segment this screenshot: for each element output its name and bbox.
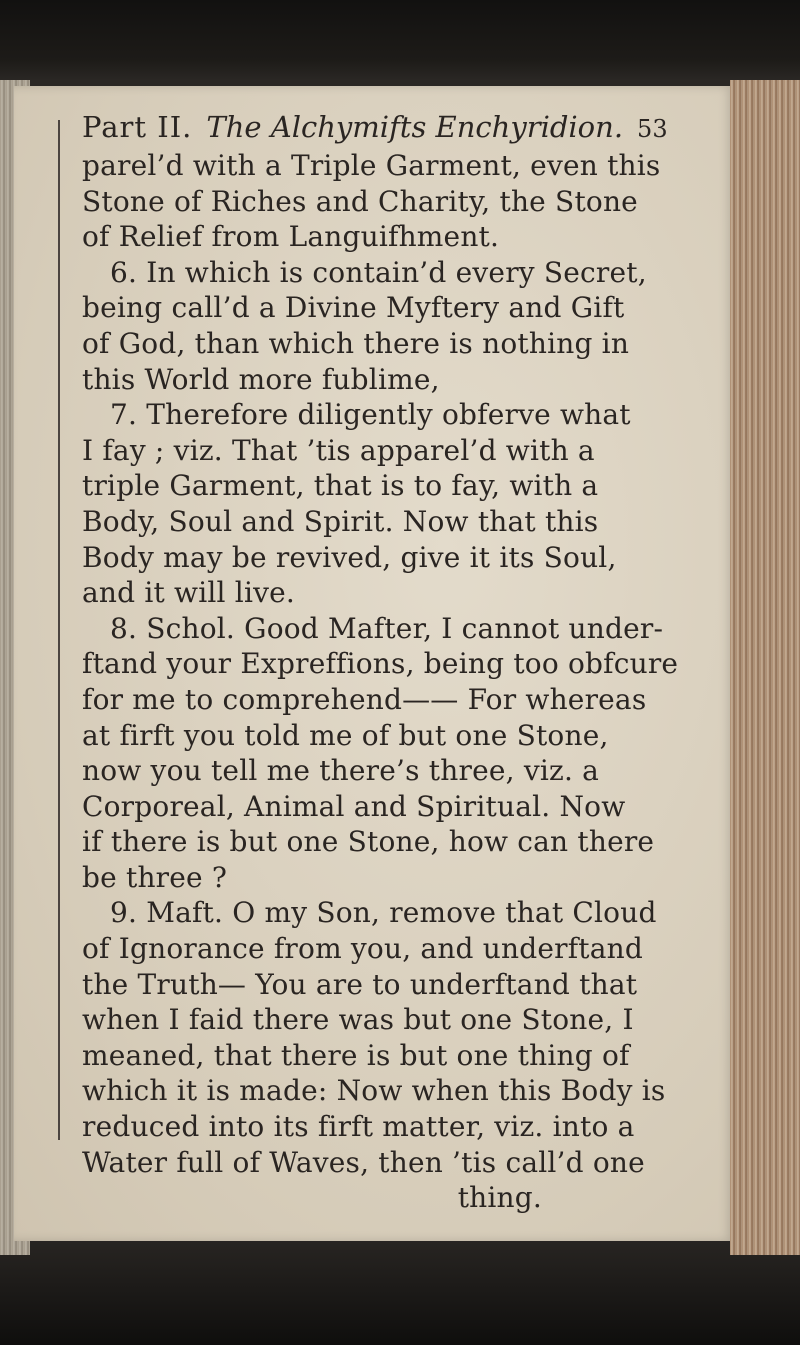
page-fore-edge (730, 80, 800, 1255)
text-line: thing. (457, 1181, 542, 1215)
text-line: meaned, that there is but one thing of (82, 1038, 630, 1072)
text-line: for me to comprehend—— For whereas (82, 682, 647, 716)
text-line: reduced into its firft matter, viz. into a (82, 1110, 635, 1144)
text-line: triple Garment, that is to fay, with a (82, 469, 599, 503)
gutter-line (58, 120, 60, 1140)
text-line: the Truth— You are to underftand that (82, 967, 638, 1001)
text-line: if there is but one Stone, how can there (82, 825, 655, 859)
text-line: 8. Schol. Good Mafter, I cannot under- (110, 611, 664, 645)
text-line: being call’d a Divine Myftery and Gift (82, 291, 625, 325)
text-line: at firft you told me of but one Stone, (82, 718, 609, 752)
text-line: ftand your Expreffions, being too obfcure (82, 647, 679, 681)
running-header (82, 108, 722, 148)
text-line: I fay ; viz. That ’tis apparel’d with a (82, 433, 595, 467)
page-text (82, 108, 722, 1216)
text-line: Stone of Riches and Charity, the Stone (82, 184, 638, 218)
text-line: 7. Therefore diligently obferve what (110, 398, 631, 432)
page-number: 53 (637, 115, 668, 143)
text-line: and it will live. (82, 576, 295, 610)
text-line: Body may be revived, give it its Soul, (82, 540, 617, 574)
text-line: Corporeal, Animal and Spiritual. Now (82, 789, 626, 823)
header-title: The Alchymifts Enchyridion. (206, 110, 624, 144)
text-line: which it is made: Now when this Body is (82, 1074, 666, 1108)
text-line: of Relief from Languifhment. (82, 220, 500, 254)
text-line: 9. Maft. O my Son, remove that Cloud (110, 896, 657, 930)
text-line: parel’d with a Triple Garment, even this (82, 149, 661, 182)
text-line: of God, than which there is nothing in (82, 326, 630, 360)
text-line: now you tell me there’s three, viz. a (82, 754, 600, 788)
text-line: when I faid there was but one Stone, I (82, 1003, 634, 1037)
text-line: be three ? (82, 860, 228, 894)
text-line: of Ignorance from you, and underftand (82, 932, 643, 966)
text-line: Body, Soul and Spirit. Now that this (82, 504, 599, 538)
text-line: this World more fublime, (82, 362, 440, 396)
text-line: Water full of Waves, then ’tis call’d one (82, 1145, 645, 1179)
header-part: Part II. (82, 110, 193, 144)
text-line: 6. In which is contain’d every Secret, (110, 255, 647, 289)
